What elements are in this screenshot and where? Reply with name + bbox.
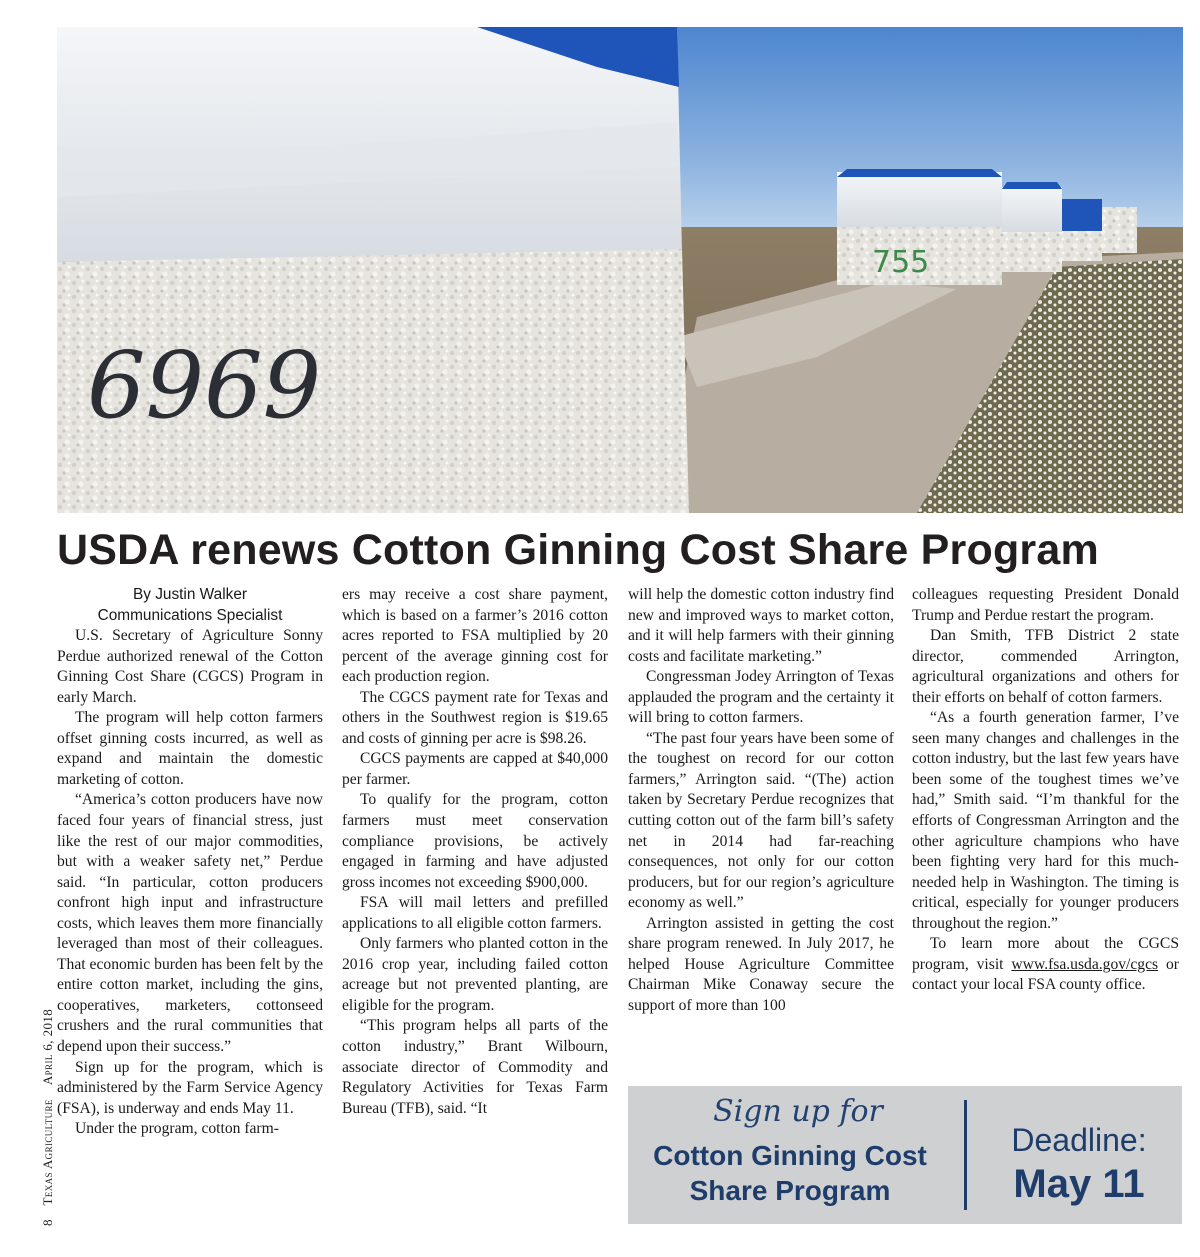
callout-program-line-2: Share Program (689, 1175, 891, 1206)
paragraph: Congressman Jodey Arrington of Texas applauded the program and the certainty it will bring to cotton farmers. (628, 668, 894, 727)
deadline-date: May 11 (1013, 1162, 1145, 1206)
link-lead-text: To learn more about the CGCS program, visit (912, 935, 1179, 973)
paragraph: The CGCS payment rate for Texas and others in the Southwest region is $19.65 and costs of ginning per acre is $98.26. (342, 688, 608, 747)
byline-title: Communications Specialist (97, 606, 283, 624)
callout-script-heading: Sign up for (713, 1094, 883, 1129)
paragraph: “The past four years have been some of the toughest on record for our cotton farmers,” Arrington said. “(The) action taken by Secretary Perdue recognizes that cutting cotton out of the farm bill’s safety net in 2014 had far-reaching consequences, not only for our cotton producers, but for our region’s agriculture economy as well.” (628, 729, 894, 912)
callout-program-line-1: Cotton Ginning Cost (653, 1140, 927, 1171)
fsa-cgcs-link[interactable]: www.fsa.usda.gov/cgcs (1011, 955, 1159, 973)
paragraph: U.S. Secretary of Agriculture Sonny Perdue authorized renewal of the Cotton Ginning Cost Share (CGCS) Program in early March. (57, 627, 323, 706)
near-module (57, 27, 689, 513)
byline-author: By Justin Walker (132, 586, 248, 603)
paragraph: Dan Smith, TFB District 2 state director, commended Arrington, agricultural organizations and others for their efforts on behalf of cotton farmers. (912, 627, 1179, 706)
article-column-2 (342, 585, 608, 1119)
module-number-left: 6969 (87, 332, 322, 439)
publication-name: Texas Agriculture (40, 1099, 55, 1206)
paragraph: To qualify for the program, cotton farmers must meet conservation compliance provisions, be actively engaged in farming and have adjusted gross incomes not exceeding $900,000. (342, 791, 608, 891)
callout-program-name (640, 1138, 940, 1208)
paragraph: FSA will mail letters and prefilled applications to all eligible cotton farmers. (342, 894, 608, 932)
paragraph: Arrington assisted in getting the cost share program renewed. In July 2017, he helped House Agriculture Committee Chairman Mike Conaway secure the support of more than 100 (628, 914, 894, 1014)
issue-date: April 6, 2018 (40, 1008, 55, 1086)
module-number-right: 755 (872, 245, 930, 280)
paragraph: The program will help cotton farmers offset ginning costs incurred, as well as expand and maintain the domestic marketing of cotton. (57, 709, 323, 788)
paragraph: “As a fourth generation farmer, I’ve seen many changes and challenges in the cotton industry, but the last few years have been some of the toughest times we’ve had,” Smith said. “I’m thankful for the efforts of Congressman Arrington and the other agriculture champions who have been fighting very hard for this much-needed help in Washington. The timing is critical, especially for younger producers throughout the region.” (912, 709, 1179, 932)
paragraph: “America’s cotton producers have now faced four years of financial stress, just like the rest of our major commodities, but with a weaker safety net,” Perdue said. “In particular, cotton producers confront high input and infrastructure costs, which leaves them more financially leveraged than most of their colleagues. That economic burden has been felt by the entire cotton market, including the gins, cooperatives, marketers, cottonseed crushers and the rural communities that depend upon their success.” (57, 791, 323, 1056)
deadline-label: Deadline: (1011, 1122, 1147, 1158)
paragraph: “This program helps all parts of the cotton industry,” Brant Wilbourn, associate director of Commodity and Regulatory Activities for Texas Farm Bureau (TFB), said. “It (342, 1017, 608, 1117)
article-column-3 (628, 585, 894, 1016)
link-trailing-text: or contact your local FSA county office. (912, 955, 1179, 994)
callout-divider (964, 1100, 967, 1210)
article-column-1 (57, 585, 323, 1140)
paragraph: CGCS payments are capped at $40,000 per farmer. (342, 750, 608, 788)
article-column-4 (912, 585, 1179, 996)
byline (57, 585, 323, 626)
paragraph: Sign up for the program, which is administered by the Farm Service Agency (FSA), is underway and ends May 11. (57, 1058, 323, 1117)
paragraph: will help the domestic cotton industry find new and improved ways to market cotton, and it will help farmers with their ginning costs and facilitate marketing.” (628, 586, 894, 665)
paragraph: colleagues requesting President Donald Trump and Perdue restart the program. (912, 586, 1179, 624)
page-number: 8 (40, 1219, 55, 1226)
paragraph: Only farmers who planted cotton in the 2016 crop year, including failed cotton acreage but not prevented planting, are eligible for the program. (342, 935, 608, 1014)
page-folio (38, 866, 58, 1226)
signup-callout-box (628, 1086, 1182, 1224)
paragraph: ers may receive a cost share payment, which is based on a farmer’s 2016 cotton acres reported to FSA multiplied by 20 percent of the average ginning cost for each production region. (342, 586, 608, 686)
paragraph-with-link (912, 934, 1179, 996)
cotton-modules-photo (57, 27, 1183, 513)
photo-illustration (57, 27, 1183, 513)
article-headline: USDA renews Cotton Ginning Cost Share Program (57, 526, 1099, 574)
paragraph: Under the program, cotton farm- (75, 1120, 279, 1138)
